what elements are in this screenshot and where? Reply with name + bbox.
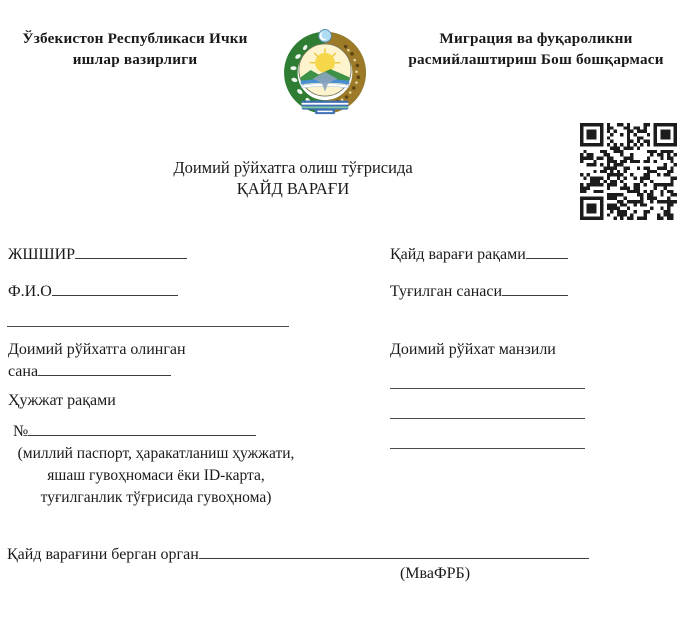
department-name-right: Миграция ва фуқароликни расмийлаштириш Бош бошқармаси (408, 30, 664, 68)
registration-date-label: Доимий рўйхатга олинган (8, 341, 186, 358)
birth-date-label: Туғилган санаси (390, 283, 503, 300)
fio-row (8, 281, 178, 301)
registration-date-blank-line (38, 361, 171, 376)
uzbekistan-emblem-icon (280, 24, 370, 116)
jshshir-label: ЖШШИР (8, 246, 76, 263)
document-number-blank-line (28, 421, 256, 436)
birth-date-blank-line (502, 281, 568, 296)
document-number-label: Ҳужжат рақами (8, 392, 116, 409)
record-number-label: Қайд варағи рақами (390, 246, 526, 263)
qr-code (580, 122, 677, 221)
address-label-row (390, 341, 556, 359)
document-title-line1: Доимий рўйхатга олиш тўғрисида (173, 158, 413, 177)
address-label: Доимий рўйхат манзили (390, 341, 556, 358)
issuing-organ-label: Қайд варағини берган орган (7, 546, 199, 563)
document-types-note-line2: яшаш гувоҳномаси ёки ID-карта, (47, 467, 265, 484)
fio-continuation-blank-line (7, 326, 289, 327)
record-number-row (390, 244, 568, 264)
document-types-note-line1: (миллий паспорт, ҳаракатланиш ҳужжати, (17, 445, 295, 462)
fio-blank-line (52, 281, 178, 296)
record-number-blank-line (526, 244, 568, 259)
document-types-note-line3: туғилганлик тўғрисида гувоҳнома) (40, 489, 272, 506)
issuing-organ-caption: (МваФРБ) (399, 565, 471, 582)
address-blank-line-2 (390, 418, 585, 419)
registration-date-label-row (8, 341, 186, 359)
document-title (93, 157, 493, 199)
address-blank-line-1 (390, 388, 585, 389)
registration-date-row (8, 361, 171, 381)
address-blank-line-3 (390, 448, 585, 449)
document-number-row (13, 421, 256, 441)
document-types-note (0, 443, 312, 509)
document-title-line2: ҚАЙД ВАРАҒИ (236, 179, 350, 198)
jshshir-blank-line (75, 244, 187, 259)
jshshir-row (8, 244, 187, 264)
number-sign: № (13, 423, 29, 440)
birth-date-row (390, 281, 568, 301)
issuing-organ-blank-line (199, 544, 589, 559)
issuing-organ-row (7, 544, 589, 564)
document-number-label-row (8, 392, 116, 410)
ministry-name-left: Ўзбекистон Республикаси Ички ишлар вазирлиги (22, 30, 248, 68)
registration-date-word: сана (8, 363, 39, 380)
fio-label: Ф.И.О (8, 283, 52, 300)
